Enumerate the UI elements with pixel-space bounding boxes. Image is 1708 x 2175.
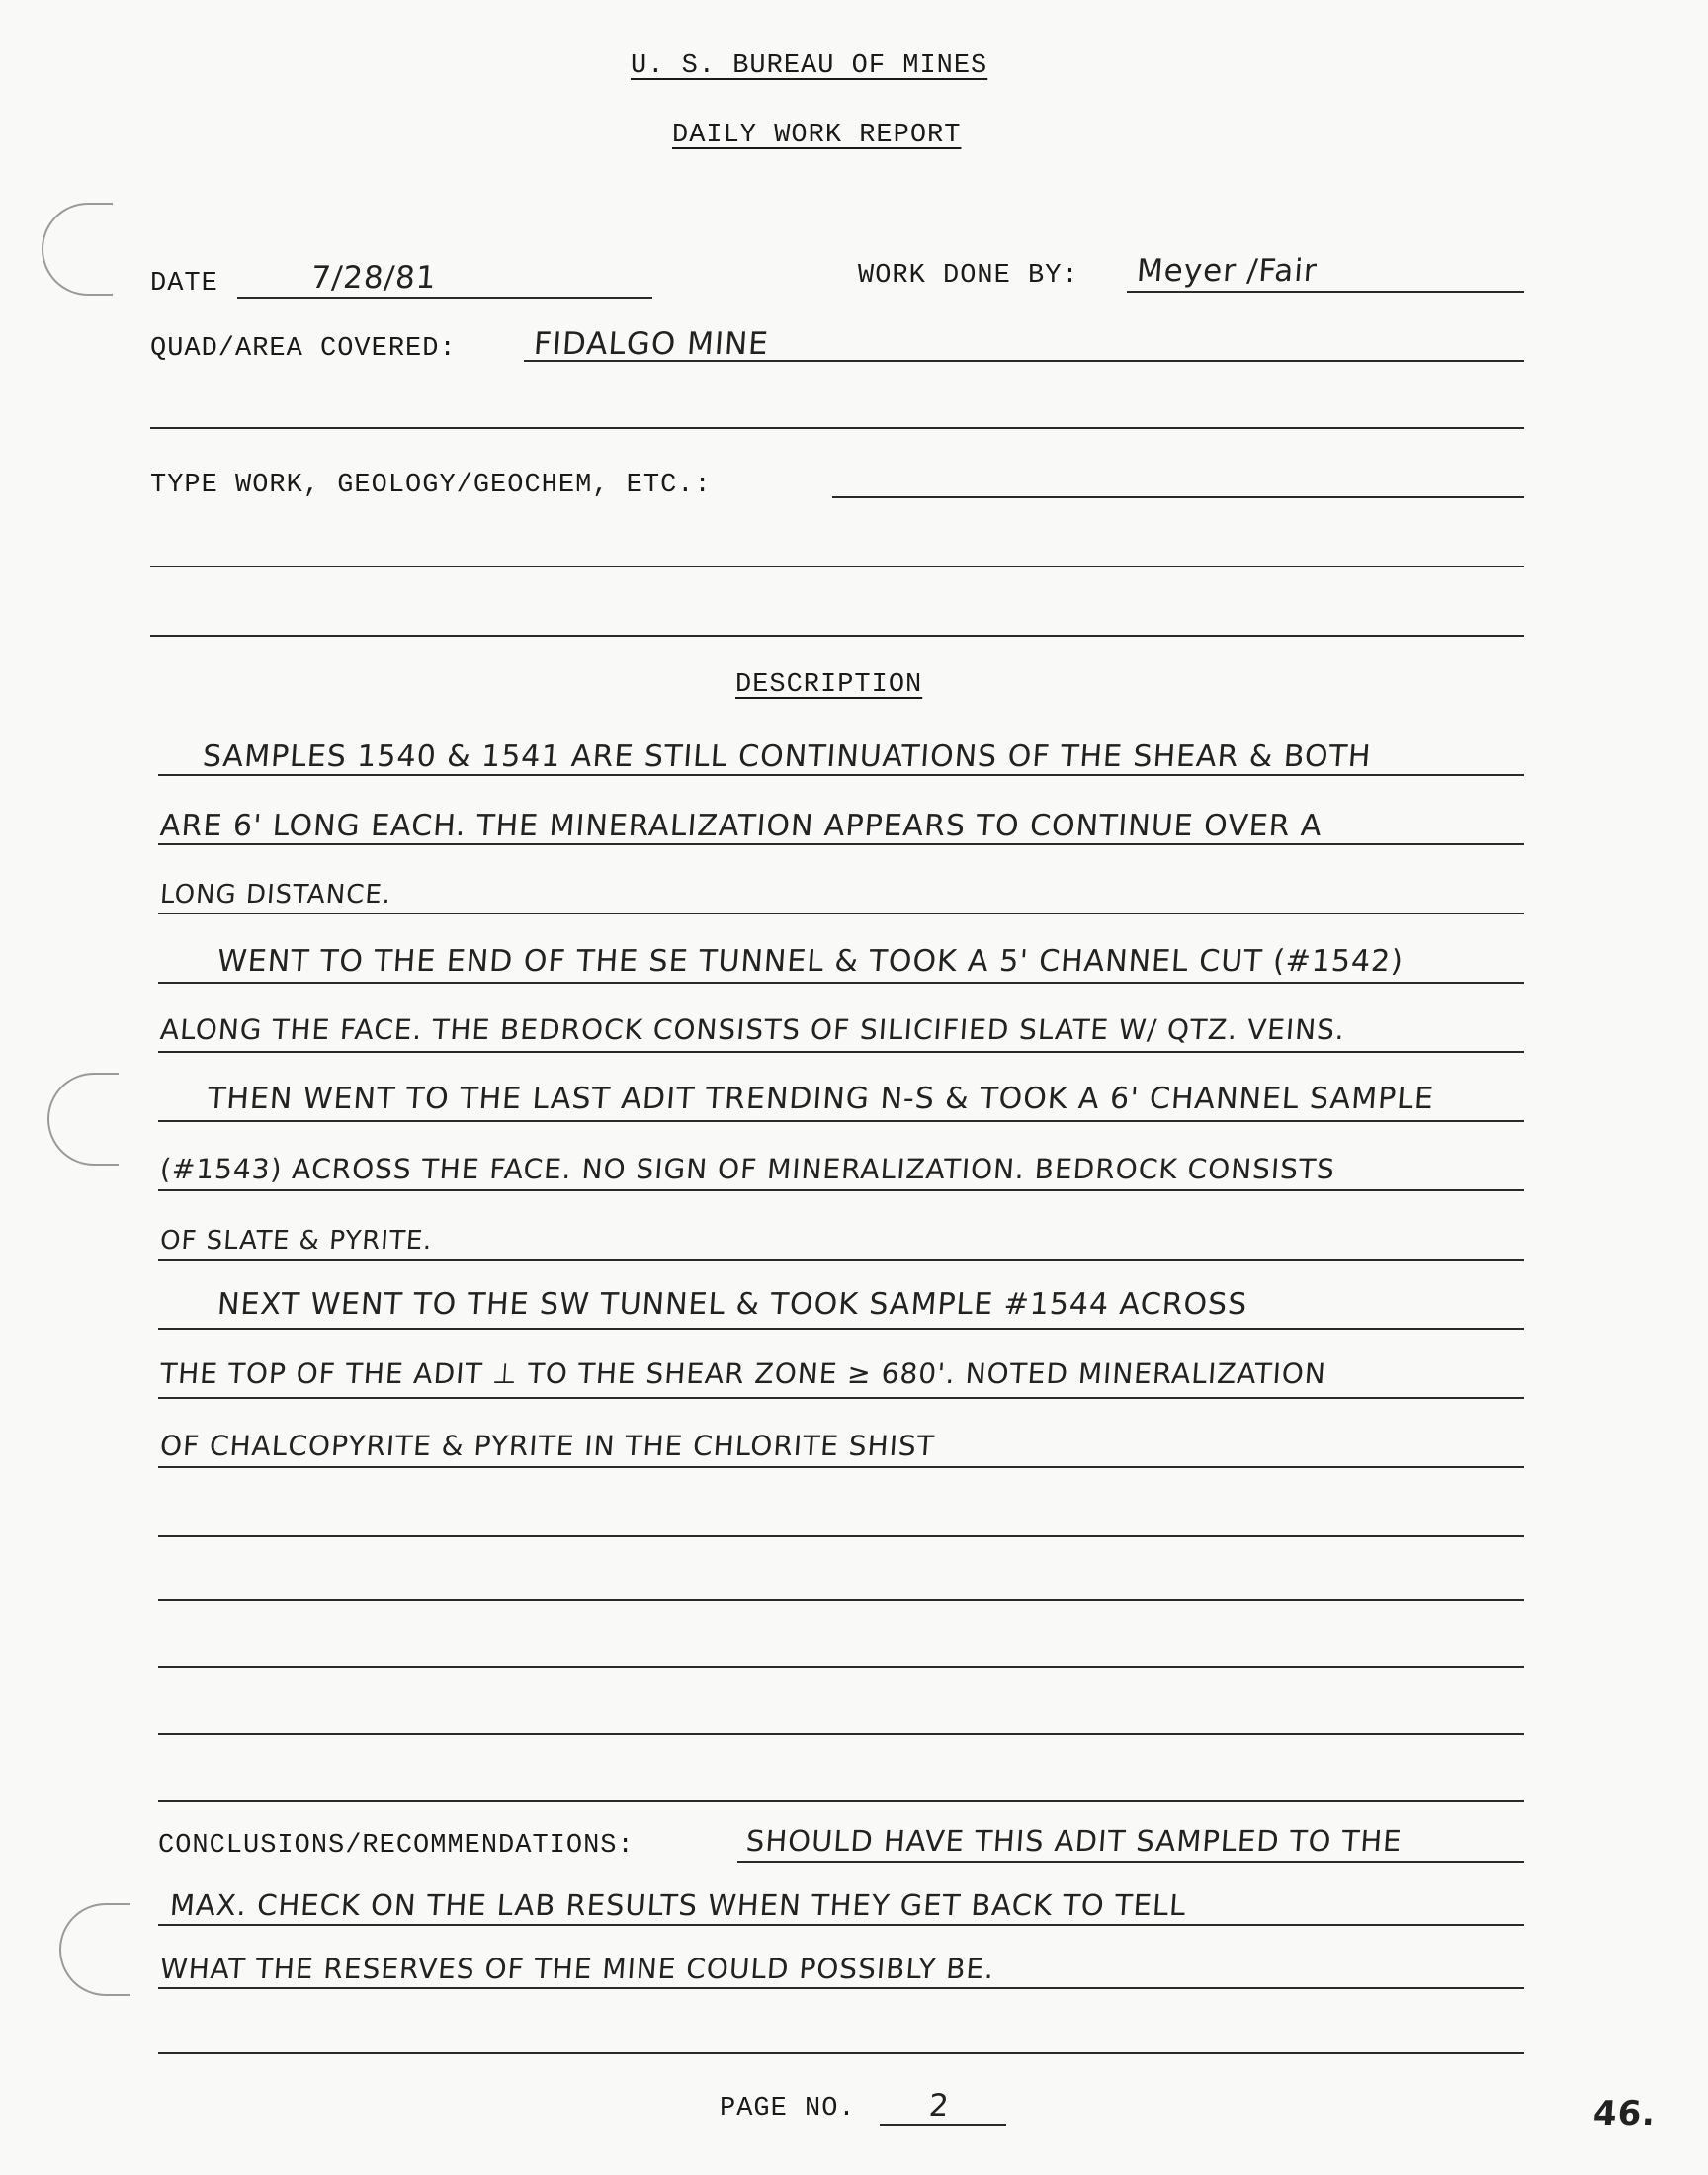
description-rule (158, 1328, 1524, 1330)
description-rule (158, 1466, 1524, 1468)
work-done-by-underline (1127, 291, 1524, 293)
description-line: THE TOP OF THE ADIT ⊥ TO THE SHEAR ZONE ≥ 680'. NOTED MINERALIZATION (158, 1357, 1327, 1390)
conclusions-rule (158, 1924, 1524, 1926)
description-line: THEN WENT TO THE LAST ADIT TRENDING N-S & TOOK A 6' CHANNEL SAMPLE (206, 1082, 1436, 1116)
date-underline (237, 297, 652, 299)
description-rule (158, 1120, 1524, 1122)
description-rule-blank (158, 1733, 1524, 1735)
type-work-label: TYPE WORK, GEOLOGY/GEOCHEM, ETC.: (150, 471, 712, 500)
date-label: DATE (150, 269, 218, 299)
description-rule (158, 913, 1524, 914)
corner-number: 46. (1591, 2094, 1658, 2133)
description-rule (158, 843, 1524, 845)
work-done-by-label: WORK DONE BY: (858, 261, 1079, 291)
description-line: NEXT WENT TO THE SW TUNNEL & TOOK SAMPLE #1544 ACROSS (215, 1287, 1249, 1322)
conclusions-line: SHOULD HAVE THIS ADIT SAMPLED TO THE (744, 1824, 1404, 1858)
page-number-underline (880, 2124, 1006, 2126)
conclusions-rule-blank (158, 2052, 1524, 2054)
page-number-value: 2 (927, 2088, 951, 2124)
description-line: (#1543) ACROSS THE FACE. NO SIGN OF MINERALIZATION. BEDROCK CONSISTS (158, 1153, 1336, 1185)
type-work-line-3 (150, 635, 1524, 637)
type-work-underline (832, 496, 1524, 498)
conclusions-rule (737, 1861, 1524, 1863)
description-rule (158, 774, 1524, 776)
description-line: ARE 6' LONG EACH. THE MINERALIZATION APPEARS TO CONTINUE OVER A (158, 809, 1324, 843)
description-heading: DESCRIPTION (735, 670, 923, 700)
punch-hole-bottom (59, 1903, 130, 1996)
conclusions-line: WHAT THE RESERVES OF THE MINE COULD POSSIBLY BE. (158, 1953, 996, 1985)
punch-hole-middle (47, 1073, 119, 1166)
page-number-label: PAGE NO. (720, 2094, 856, 2124)
description-rule (158, 1189, 1524, 1191)
quad-value: FIDALGO MINE (532, 326, 770, 362)
description-line: OF SLATE & PYRITE. (158, 1226, 434, 1256)
quad-extra-line (150, 427, 1524, 429)
description-line: LONG DISTANCE. (158, 880, 393, 910)
description-line: WENT TO THE END OF THE SE TUNNEL & TOOK A 5' CHANNEL CUT (#1542) (215, 944, 1406, 979)
description-rule (158, 982, 1524, 984)
conclusions-line: MAX. CHECK ON THE LAB RESULTS WHEN THEY GET BACK TO TELL (168, 1888, 1188, 1922)
description-line: ALONG THE FACE. THE BEDROCK CONSISTS OF SILICIFIED SLATE W/ QTZ. VEINS. (158, 1013, 1346, 1046)
description-rule (158, 1397, 1524, 1399)
conclusions-label: CONCLUSIONS/RECOMMENDATIONS: (158, 1831, 635, 1861)
work-done-by-value: Meyer /Fair (1135, 253, 1319, 289)
report-title: DAILY WORK REPORT (672, 121, 962, 150)
description-rule-blank (158, 1599, 1524, 1601)
description-line: SAMPLES 1540 & 1541 ARE STILL CONTINUATIONS OF THE SHEAR & BOTH (201, 740, 1373, 774)
punch-hole-top (42, 203, 113, 296)
description-rule-blank (158, 1535, 1524, 1537)
quad-label: QUAD/AREA COVERED: (150, 334, 457, 364)
agency-title: U. S. BUREAU OF MINES (631, 51, 988, 81)
description-line: OF CHALCOPYRITE & PYRITE IN THE CHLORITE SHIST (158, 1430, 936, 1462)
description-rule-blank (158, 1800, 1524, 1802)
conclusions-rule (158, 1987, 1524, 1989)
description-rule-blank (158, 1666, 1524, 1668)
description-rule (158, 1259, 1524, 1261)
type-work-line-2 (150, 566, 1524, 567)
description-rule (158, 1051, 1524, 1053)
date-value: 7/28/81 (309, 260, 438, 296)
